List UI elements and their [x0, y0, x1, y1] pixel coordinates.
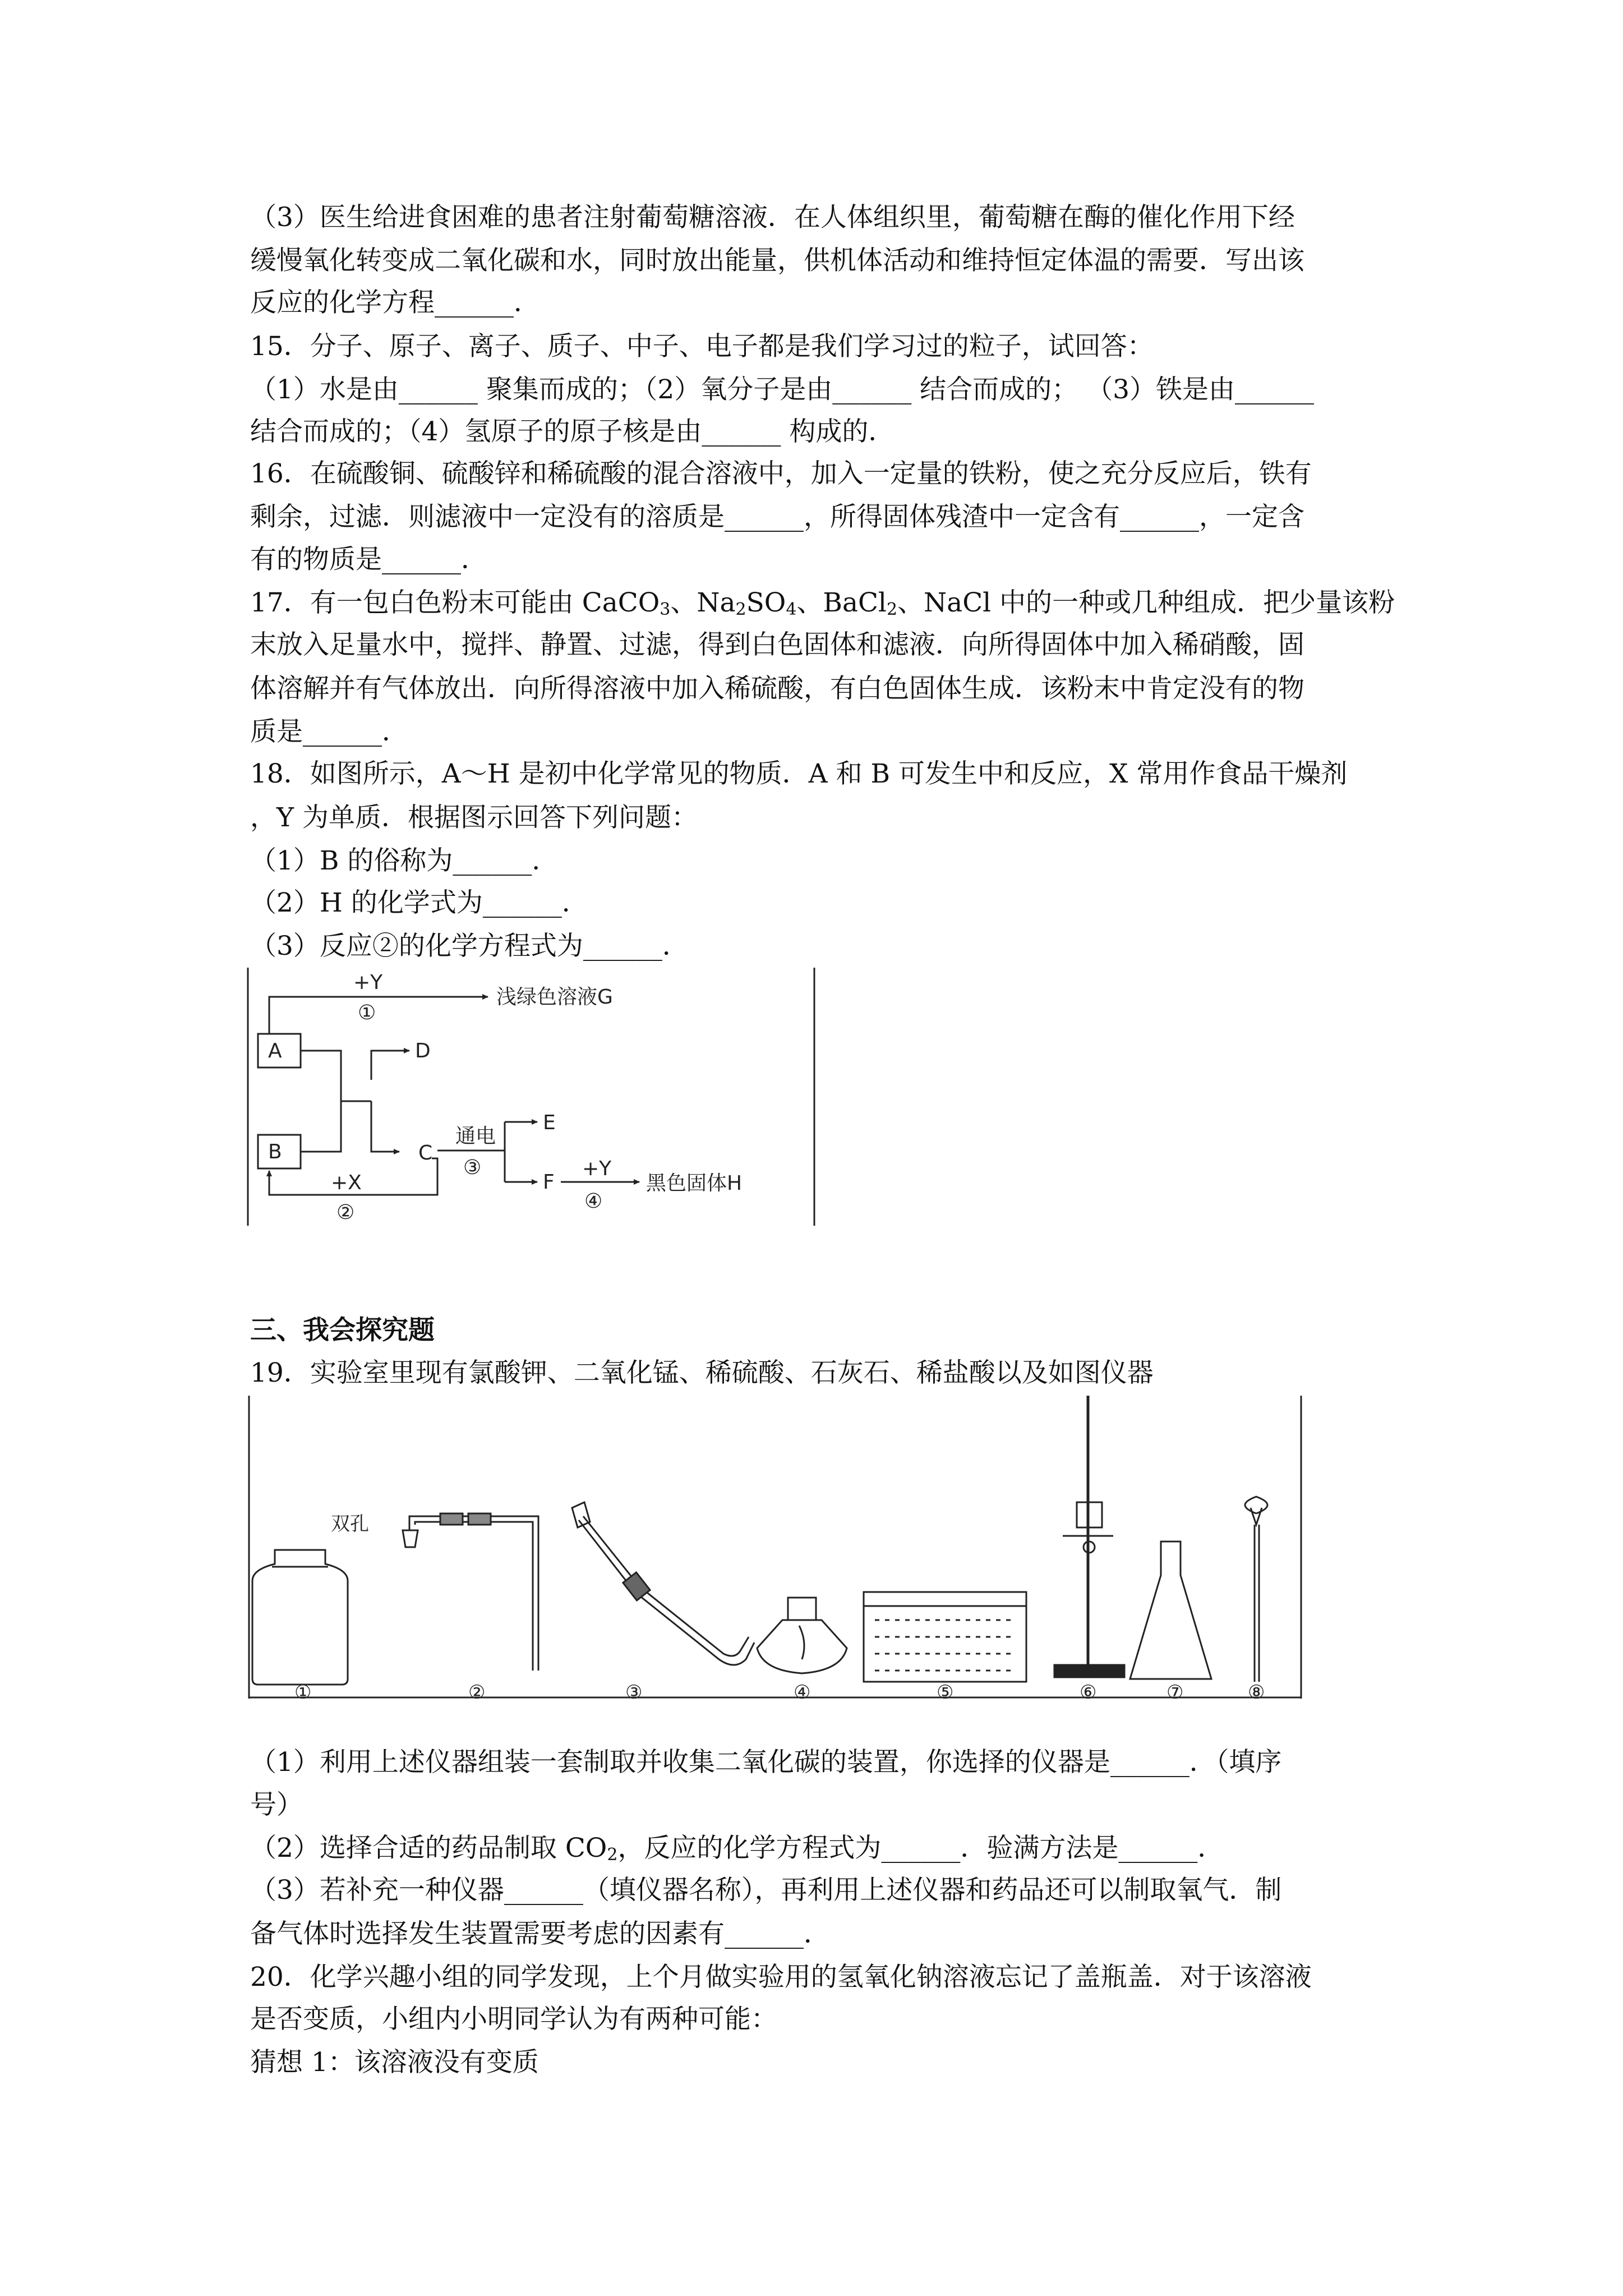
- label-product-h: 黑色固体H: [646, 1172, 743, 1195]
- q17-line2: 末放入足量水中，搅拌、静置、过滤，得到白色固体和滤液．向所得固体中加入稀硝酸，固: [250, 629, 1304, 660]
- q18-part2: （2）H 的化学式为______．: [250, 887, 588, 918]
- q19-part3-line1: （3）若补充一种仪器______（填仪器名称），再利用上述仪器和药品还可以制取氧气．制: [250, 1875, 1282, 1906]
- label-reaction-2: ②: [336, 1201, 355, 1224]
- reaction-flow-diagram: [247, 968, 819, 1231]
- apparatus-label-3: ③: [625, 1681, 643, 1699]
- label-d: D: [415, 1039, 431, 1062]
- q20-line2: 是否变质，小组内小明同学认为有两种可能：: [250, 2004, 777, 2035]
- label-b: B: [268, 1140, 282, 1163]
- q19-part2: [250, 1832, 1224, 1865]
- label-a: A: [268, 1039, 282, 1062]
- label-reaction-1: ①: [358, 1001, 376, 1024]
- apparatus-label-2: ②: [468, 1681, 486, 1699]
- conical-flask-icon: [1130, 1542, 1211, 1679]
- q17-line1: [250, 586, 1395, 620]
- q17-text-a: 17．有一包白色粉末可能由 CaCO: [250, 587, 660, 618]
- q17-text-c: SO: [746, 587, 786, 618]
- q19-part2-sub: 2: [607, 1845, 618, 1865]
- long-neck-funnel-icon: [1245, 1497, 1267, 1682]
- q15-line2: （1）水是由______ 聚集而成的；（2）氧分子是由______ 结合而成的； （3）铁是由______: [250, 374, 1315, 405]
- q20-line3: 猜想 1：该溶液没有变质: [250, 2047, 539, 2078]
- alcohol-lamp-icon: [757, 1598, 847, 1673]
- delivery-tube-icon: [572, 1502, 754, 1665]
- q19-part2-b: ，反应的化学方程式为______．验满方法是______．: [617, 1833, 1224, 1864]
- q16-line3: 有的物质是______．: [250, 544, 487, 575]
- q19-part2-a: （2）选择合适的药品制取 CO: [250, 1833, 607, 1864]
- q19-part1-line2: 号）: [250, 1789, 303, 1820]
- q17-sub-2: 2: [735, 600, 746, 619]
- apparatus-label-1: ①: [294, 1681, 312, 1699]
- q17-line3: 体溶解并有气体放出．向所得溶液中加入稀硫酸，有白色固体生成．该粉末中肯定没有的物: [250, 673, 1304, 704]
- iron-stand-icon: [1054, 1396, 1124, 1677]
- q14-3-line1: （3）医生给进食困难的患者注射葡萄糖溶液．在人体组织里，葡萄糖在酶的催化作用下经: [250, 202, 1295, 233]
- q18-line1: 18．如图所示，A～H 是初中化学常见的物质．A 和 B 可发生中和反应，X 常用作食品干燥剂: [250, 758, 1348, 789]
- label-e: E: [543, 1111, 556, 1134]
- label-reaction-4: ④: [584, 1190, 603, 1213]
- label-c: C: [418, 1142, 433, 1165]
- q15-line3: 结合而成的；（4）氢原子的原子核是由______ 构成的．: [250, 416, 895, 447]
- apparatus-label-7: ⑦: [1166, 1681, 1184, 1699]
- label-plus-y-2: +Y: [582, 1157, 612, 1180]
- q19-part3-line2: 备气体时选择发生装置需要考虑的因素有______．: [250, 1918, 830, 1949]
- apparatus-label-6: ⑥: [1080, 1681, 1097, 1699]
- q20-line1: 20．化学兴趣小组的同学发现，上个月做实验用的氢氧化钠溶液忘记了盖瓶盖．对于该溶液: [250, 1962, 1312, 1993]
- double-hole-label: 双孔: [331, 1513, 369, 1535]
- q17-text-b: 、Na: [670, 587, 736, 618]
- q19-line1: 19．实验室里现有氯酸钾、二氧化锰、稀硫酸、石灰石、稀盐酸以及如图仪器: [250, 1358, 1154, 1388]
- label-plus-x: +X: [331, 1171, 362, 1194]
- q19-part1-line1: （1）利用上述仪器组装一套制取并收集二氧化碳的装置，你选择的仪器是______．（填序: [250, 1747, 1282, 1778]
- label-electrolysis: 通电: [455, 1125, 496, 1148]
- water-trough-icon: [864, 1592, 1026, 1682]
- label-product-g: 浅绿色溶液G: [496, 986, 613, 1009]
- q16-line1: 16．在硫酸铜、硫酸锌和稀硫酸的混合溶液中，加入一定量的铁粉，使之充分反应后，铁有: [250, 458, 1312, 489]
- section-3-heading: 三、我会探究题: [250, 1315, 435, 1346]
- apparatus-label-4: ④: [794, 1681, 811, 1699]
- apparatus-figure: [247, 1396, 1312, 1699]
- q16-line2: 剩余，过滤．则滤液中一定没有的溶质是______，所得固体残渣中一定含有______，一定含: [250, 501, 1304, 532]
- q17-sub-3: 3: [660, 600, 671, 619]
- q17-sub-2b: 2: [886, 600, 898, 619]
- apparatus-label-5: ⑤: [937, 1681, 954, 1699]
- q14-3-line3: 反应的化学方程______．: [250, 287, 540, 318]
- apparatus-label-8: ⑧: [1248, 1681, 1265, 1699]
- q18-part3: （3）反应②的化学方程式为______．: [250, 931, 689, 961]
- q17-sub-4: 4: [786, 600, 797, 619]
- q15-line1: 15．分子、原子、离子、质子、中子、电子都是我们学习过的粒子，试回答：: [250, 331, 1154, 362]
- label-reaction-3: ③: [463, 1156, 482, 1179]
- label-f: F: [543, 1171, 555, 1194]
- q17-text-e: 、NaCl 中的一种或几种组成．把少量该粉: [897, 587, 1395, 618]
- q17-line4: 质是______．: [250, 716, 408, 747]
- stopper-tube-icon: [403, 1513, 538, 1671]
- q18-part1: （1）B 的俗称为______．: [250, 845, 559, 876]
- gas-bottle-icon: [252, 1550, 348, 1685]
- q17-text-d: 、BaCl: [796, 587, 887, 618]
- label-plus-y-1: +Y: [353, 971, 383, 994]
- q14-3-line2: 缓慢氧化转变成二氧化碳和水，同时放出能量，供机体活动和维持恒定体温的需要．写出该: [250, 245, 1304, 276]
- q18-line2: ，Y 为单质．根据图示回答下列问题：: [250, 802, 698, 833]
